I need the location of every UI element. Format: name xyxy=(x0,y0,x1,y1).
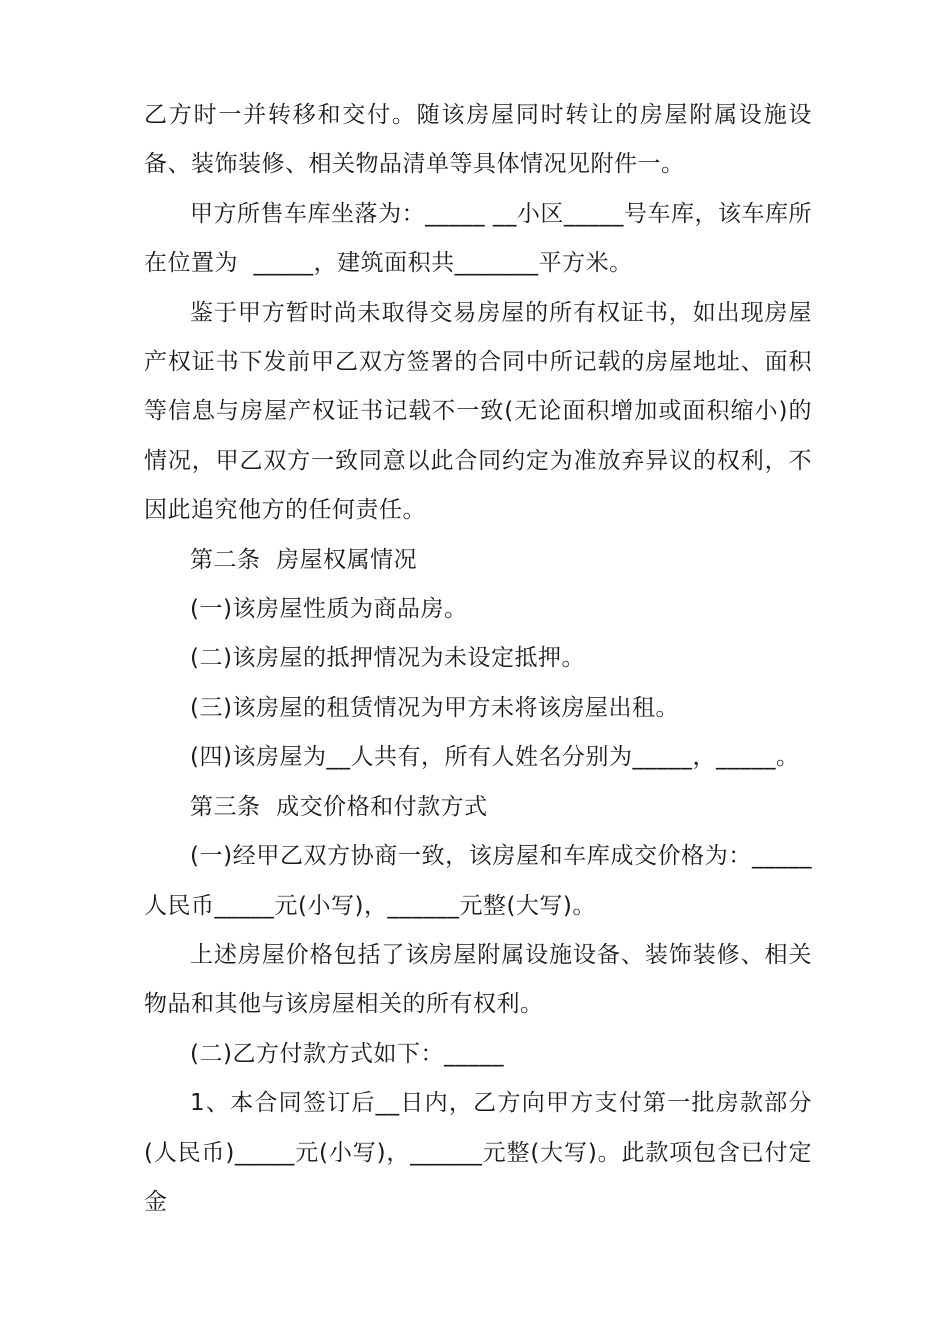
paragraph-garage-location: 甲方所售车库坐落为：_____ __小区_____号车库，该车库所在位置为 _____，建筑面积共_______平方米。 xyxy=(144,200,812,277)
clause-first-payment: 1、本合同签订后__日内，乙方向甲方支付第一批房款部分(人民币)_____元(小写)，______元整(大写)。此款项包含已付定金 xyxy=(144,1090,812,1215)
article-2-heading: 第二条 房屋权属情况 xyxy=(190,546,418,573)
article-3-heading: 第三条 成交价格和付款方式 xyxy=(190,793,488,820)
clause-transaction-price: (一)经甲乙双方协商一致，该房屋和车库成交价格为：_____人民币_____元(小写)，______元整(大写)。 xyxy=(144,843,812,919)
paragraph-certificate-discrepancy: 鉴于甲方暂时尚未取得交易房屋的所有权证书，如出现房屋产权证书下发前甲乙双方签署的合同中所记载的房屋地址、面积等信息与房屋产权证书记载不一致(无论面积增加或面积缩小)的情况，甲乙双方一致同意以此合同约定为准放弃异议的权利，不因此追究他方的任何责任。 xyxy=(144,299,812,524)
clause-property-nature: (一)该房屋性质为商品房。 xyxy=(190,596,468,623)
clause-payment-method: (二)乙方付款方式如下：_____ xyxy=(190,1040,504,1067)
paragraph-transfer-attachments: 乙方时一并转移和交付。随该房屋同时转让的房屋附属设施设备、装饰装修、相关物品清单等具体情况见附件一。 xyxy=(144,102,812,178)
clause-co-owners: (四)该房屋为__人共有，所有人姓名分别为_____，_____。 xyxy=(190,744,800,771)
clause-lease-status: (三)该房屋的租赁情况为甲方未将该房屋出租。 xyxy=(190,694,679,721)
paragraph-price-inclusion: 上述房屋价格包括了该房屋附属设施设备、装饰装修、相关物品和其他与该房屋相关的所有权利。 xyxy=(144,941,812,1018)
document-body xyxy=(144,91,812,1227)
clause-mortgage-status: (二)该房屋的抵押情况为未设定抵押。 xyxy=(190,645,585,672)
